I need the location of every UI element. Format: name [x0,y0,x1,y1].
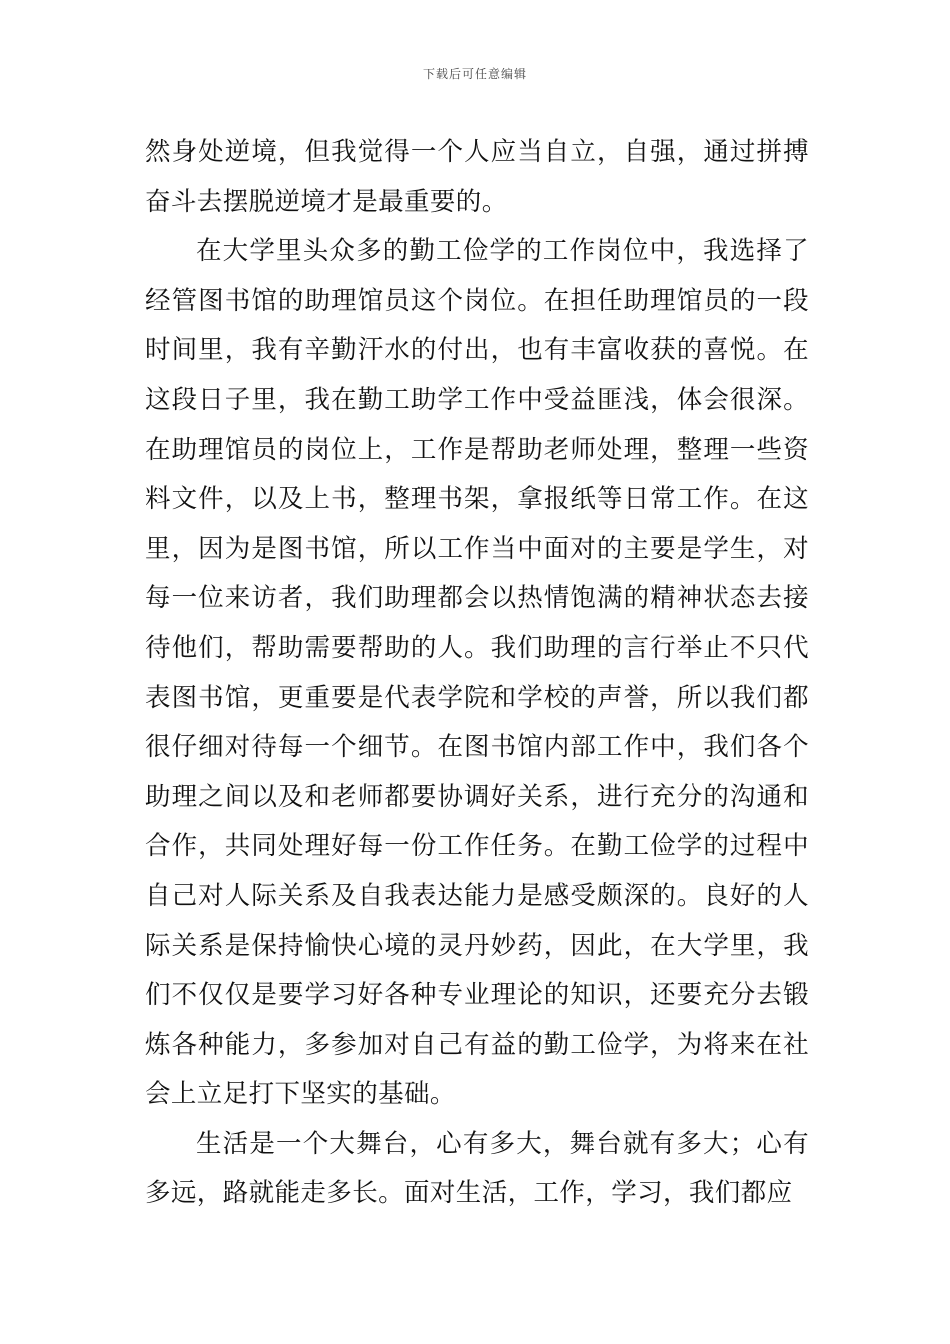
document-body [145,128,809,1219]
paragraph-life-stage: 生活是一个大舞台，心有多大，舞台就有多大；心有多远，路就能走多长。面对生活，工作，学习，我们都应 [145,1128,809,1209]
paragraph-work-study: 在大学里头众多的勤工俭学的工作岗位中，我选择了经管图书馆的助理馆员这个岗位。在担任助理馆员的一段时间里，我有辛勤汗水的付出，也有丰富收获的喜悦。在这段日子里，我在勤工助学工作中受益匪浅，体会很深。在助理馆员的岗位上，工作是帮助老师处理，整理一些资料文件，以及上书，整理书架，拿报纸等日常工作。在这里，因为是图书馆，所以工作当中面对的主要是学生，对每一位来访者，我们助理都会以热情饱满的精神状态去接待他们，帮助需要帮助的人。我们助理的言行举止不只代表图书馆，更重要是代表学院和学校的声誉，所以我们都很仔细对待每一个细节。在图书馆内部工作中，我们各个助理之间以及和老师都要协调好关系，进行充分的沟通和合作，共同处理好每一份工作任务。在勤工俭学的过程中自己对人际关系及自我表达能力是感受颇深的。良好的人际关系是保持愉快心境的灵丹妙药，因此，在大学里，我们不仅仅是要学习好各种专业理论的知识，还要充分去锻炼各种能力，多参加对自己有益的勤工俭学，为将来在社会上立足打下坚实的基础。 [145,236,809,1110]
paragraph-continuation: 然身处逆境，但我觉得一个人应当自立，自强，通过拼搏奋斗去摆脱逆境才是最重要的。 [145,137,809,217]
page-header: 下载后可任意编辑 [422,67,527,81]
